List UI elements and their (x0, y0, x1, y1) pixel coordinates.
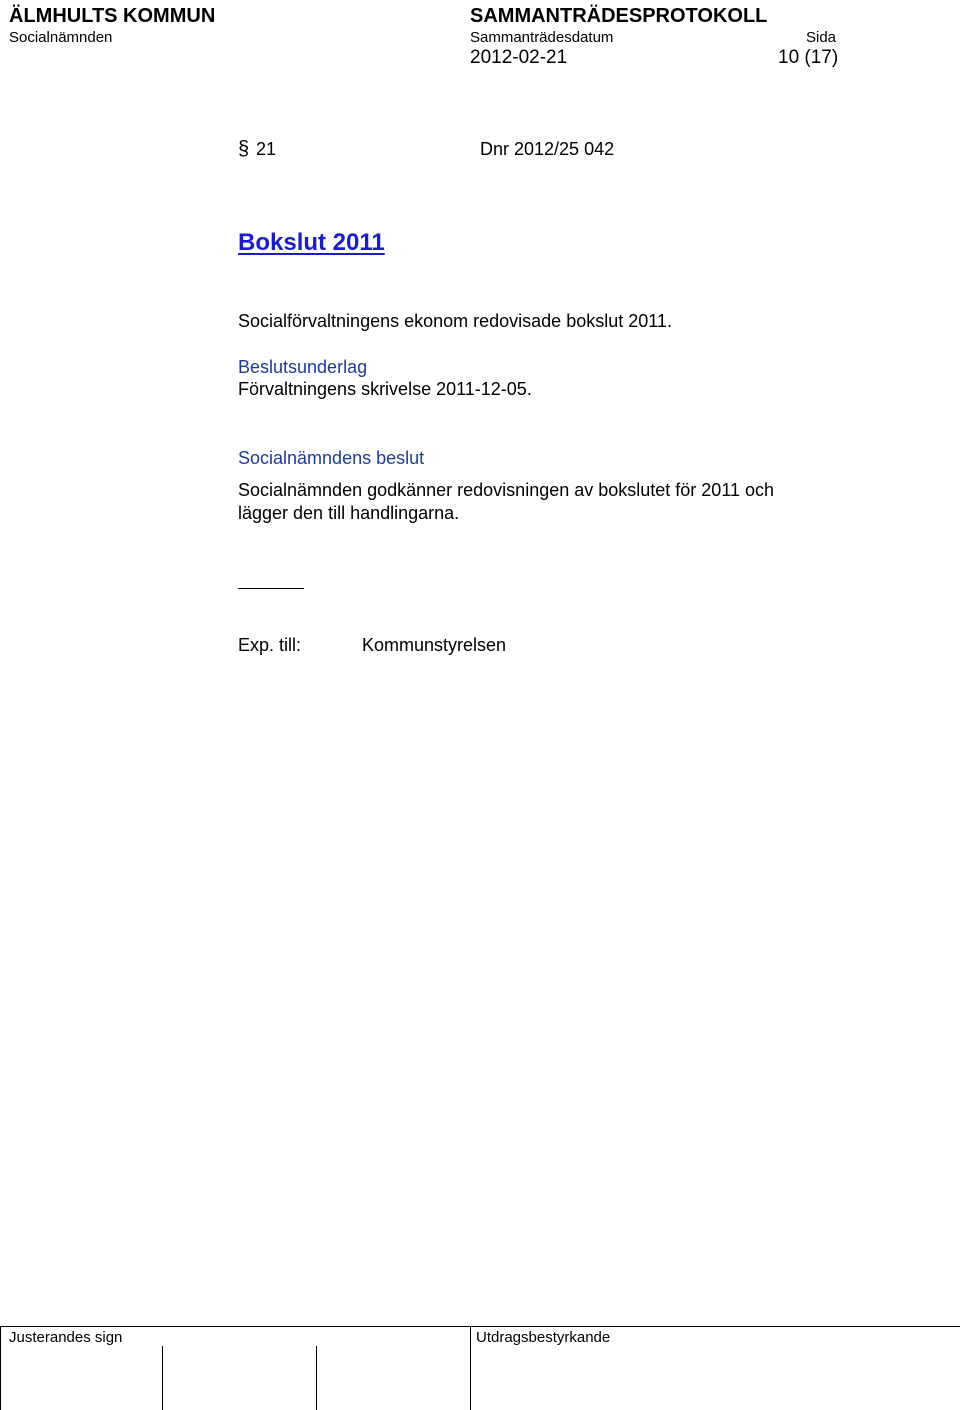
extract-label: Utdragsbestyrkande (476, 1329, 611, 1346)
footer-divider (470, 1326, 471, 1410)
document-title-link[interactable]: Bokslut 2011 (238, 229, 385, 256)
date-label: Sammanträdesdatum (470, 29, 614, 46)
page-number: 10 (17) (778, 47, 839, 68)
footer-border (0, 1326, 960, 1327)
basis-text: Förvaltningens skrivelse 2011-12-05. (238, 379, 532, 399)
signature-divider-1 (162, 1346, 163, 1410)
committee-name: Socialnämnden (9, 29, 113, 46)
document-type: SAMMANTRÄDESPROTOKOLL (470, 5, 768, 27)
page-label: Sida (806, 29, 837, 46)
meeting-date: 2012-02-21 (470, 47, 568, 68)
footer-left-border (0, 1326, 1, 1410)
signature-divider-2 (316, 1346, 317, 1410)
dnr-number: Dnr 2012/25 042 (480, 139, 615, 159)
basis-heading: Beslutsunderlag (238, 357, 368, 377)
expedition-recipient: Kommunstyrelsen (362, 635, 507, 655)
separator-line (238, 588, 304, 589)
expedition-label: Exp. till: (238, 635, 302, 655)
organization-name: ÄLMHULTS KOMMUN (9, 5, 216, 27)
decision-text-line-1: Socialnämnden godkänner redovisningen av bokslutet för 2011 och (238, 480, 775, 500)
decision-heading: Socialnämndens beslut (238, 448, 425, 468)
sign-label: Justerandes sign (9, 1329, 123, 1346)
paragraph-symbol: § (238, 138, 250, 160)
decision-text-line-2: lägger den till handlingarna. (238, 503, 460, 523)
intro-text: Socialförvaltningens ekonom redovisade bokslut 2011. (238, 311, 672, 331)
paragraph-number: 21 (256, 139, 277, 159)
